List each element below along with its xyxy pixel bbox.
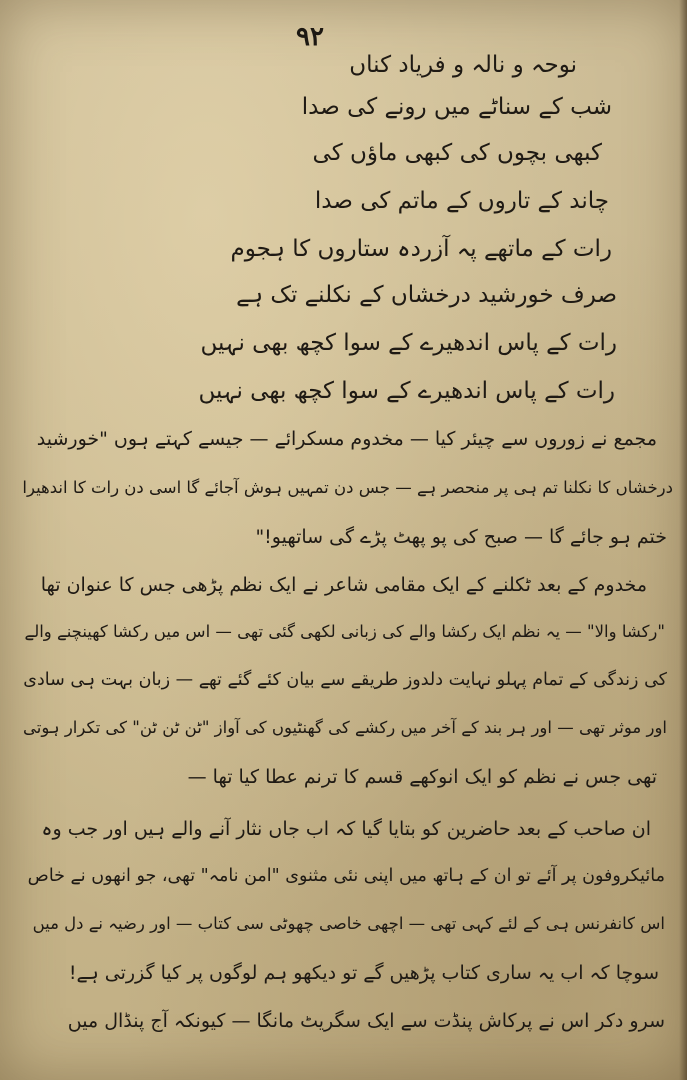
poem-line-1: نوحہ و نالہ و فریاد کناں: [349, 52, 577, 78]
prose-line-7: اور موثر تھی — اور ہر بند کے آخر میں رکشے کی گھنٹیوں کی آواز "ٹن ٹن ٹن" کی تکرار ہوتی: [23, 718, 667, 737]
prose-line-10: مائیکروفون پر آئے تو ان کے ہاتھ میں اپنی نئی مثنوی "امن نامہ" تھی، جو انھوں نے خاص: [27, 866, 665, 886]
prose-line-8: تھی جس نے نظم کو ایک انوکھے قسم کا ترنم عطا کیا تھا —: [187, 766, 657, 788]
poem-line-3: کبھی بچوں کی کبھی ماؤں کی: [312, 140, 602, 166]
poem-line-2: شب کے سناٹے میں رونے کی صدا: [301, 94, 612, 120]
poem-line-5: رات کے ماتھے پہ آزردہ ستاروں کا ہجوم: [230, 236, 612, 262]
prose-line-1: مجمع نے زوروں سے چیئر کیا — مخدوم مسکرائے — جیسے کہتے ہوں "خورشید: [36, 428, 657, 450]
prose-line-3: ختم ہو جائے گا — صبح کی پو پھٹ پڑے گی ساتھیو!": [255, 526, 667, 548]
poem-line-6: صرف خورشید درخشاں کے نکلنے تک ہے: [236, 282, 617, 308]
prose-line-2: درخشاں کا نکلنا تم ہی پر منحصر ہے — جس دن تمہیں ہوش آجائے گا اسی دن رات کا اندھیرا: [22, 478, 673, 497]
prose-line-12: سوچا کہ اب یہ ساری کتاب پڑھیں گے تو دیکھو ہم لوگوں پر کیا گزرتی ہے!: [68, 962, 659, 984]
prose-line-13: سرو دکر اس نے پرکاش پنڈت سے ایک سگریٹ مانگا — کیونکہ آج پنڈال میں: [67, 1010, 665, 1032]
poem-line-8: رات کے پاس اندھیرے کے سوا کچھ بھی نہیں: [198, 378, 615, 404]
prose-line-9: ان صاحب کے بعد حاضرین کو بتایا گیا کہ اب جاں نثار آنے والے ہیں اور جب وہ: [41, 818, 651, 840]
prose-line-6: کی زندگی کے تمام پہلو نہایت دلدوز طریقے سے بیان کئے گئے تھے — زبان بہت ہی سادی: [23, 670, 667, 690]
page-edge-shadow: [679, 0, 687, 1080]
page-number: ۹۲: [296, 22, 324, 52]
poem-line-4: چاند کے تاروں کے ماتم کی صدا: [314, 188, 609, 214]
prose-line-5: "رکشا والا" — یہ نظم ایک رکشا والے کی زبانی لکھی گئی تھی — اس میں رکشا کھینچنے والے: [24, 622, 665, 641]
poem-line-7: رات کے پاس اندھیرے کے سوا کچھ بھی نہیں: [200, 330, 617, 356]
prose-line-11: اس کانفرنس ہی کے لئے کہی تھی — اچھی خاصی چھوٹی سی کتاب — اور رضیہ نے دل میں: [32, 914, 665, 933]
prose-line-4: مخدوم کے بعد ٹکلنے کے ایک مقامی شاعر نے ایک نظم پڑھی جس کا عنوان تھا: [40, 574, 647, 596]
